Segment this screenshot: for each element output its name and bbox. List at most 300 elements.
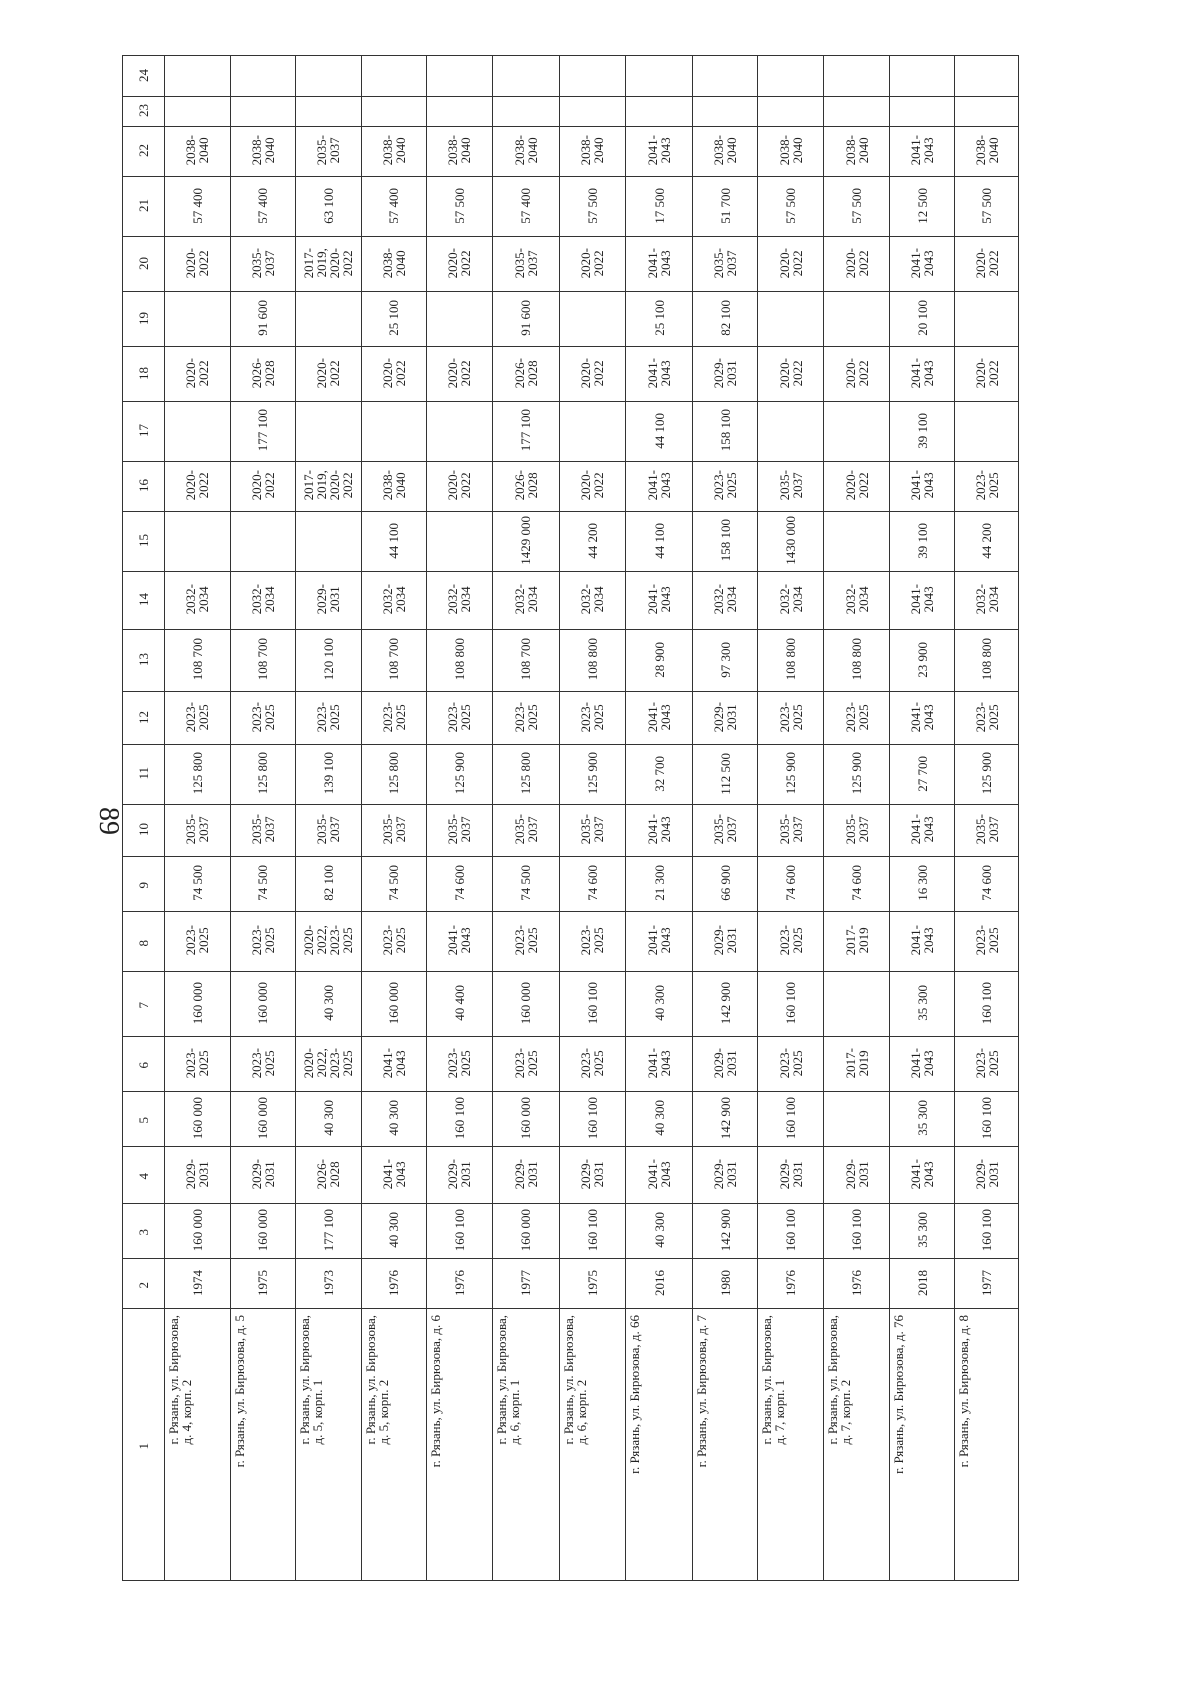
table-cell [758,402,824,462]
table-cell: 160 100 [823,1204,890,1259]
table-cell: 57 500 [758,177,824,237]
table-cell: 2020- 2022 [164,237,231,292]
table-cell: 2023- 2025 [493,1037,560,1092]
table-cell: 2029- 2031 [692,692,758,745]
table-cell: 2041- 2043 [626,1147,693,1204]
table-cell: 2020- 2022 [426,462,493,512]
table-cell: 2035- 2037 [362,805,426,857]
table-cell: 2041- 2043 [626,1037,693,1092]
table-cell: 57 400 [231,177,295,237]
table-cell: 160 000 [231,1204,295,1259]
table-cell: 2023- 2025 [362,912,426,972]
table-cell: 2029- 2031 [692,912,758,972]
table-cell: 74 600 [954,857,1018,912]
table-cell: 74 600 [758,857,824,912]
table-cell: 2038- 2040 [692,127,758,177]
table-cell: 1977 [493,1259,560,1309]
table-cell [426,97,493,127]
table-cell: 2029- 2031 [692,1037,758,1092]
table-cell: 160 000 [164,1092,231,1147]
table-cell: 2041- 2043 [890,1147,954,1204]
table-cell: 158 100 [692,512,758,572]
table-cell: 125 800 [362,745,426,805]
table-cell: 2032- 2034 [493,572,560,630]
table-cell: 2023- 2025 [362,692,426,745]
table-cell [559,292,626,347]
table-cell: 2035- 2037 [231,237,295,292]
column-header: 14 [123,572,165,630]
table-cell: 40 300 [295,972,362,1037]
table-cell: 2023- 2025 [954,692,1018,745]
column-header: 17 [123,402,165,462]
table-cell: 2023- 2025 [954,462,1018,512]
table-cell: 2023- 2025 [164,912,231,972]
column-header: 19 [123,292,165,347]
table-cell: 160 100 [559,1092,626,1147]
table-cell: 39 100 [890,512,954,572]
table-cell [164,402,231,462]
table-cell: 2017- 2019 [823,912,890,972]
table-cell: 28 900 [626,630,693,692]
table-cell: 2041- 2043 [426,912,493,972]
table-cell [426,512,493,572]
table-cell: 74 600 [823,857,890,912]
column-header: 9 [123,857,165,912]
table-row [123,630,1087,692]
table-cell: 2041- 2043 [362,1147,426,1204]
table-row [123,1092,1087,1147]
table-cell: 2020- 2022 [954,347,1018,402]
table-cell [626,97,693,127]
table-cell: 2032- 2034 [758,572,824,630]
table-row [123,462,1087,512]
table-cell: 2023- 2025 [295,692,362,745]
table-cell: 2023- 2025 [493,692,560,745]
table-cell: 2020- 2022 [559,347,626,402]
table-cell: 2023- 2025 [692,462,758,512]
address-cell: г. Рязань, ул. Бирюзова, д. 66 [626,1309,693,1581]
table-row [123,56,1087,97]
table-cell: 1975 [559,1259,626,1309]
table-cell: 35 300 [890,1204,954,1259]
table-row [123,857,1087,912]
table-cell: 2020- 2022 [823,347,890,402]
table-cell: 2029- 2031 [231,1147,295,1204]
table-cell: 142 900 [692,972,758,1037]
table-cell [559,56,626,97]
table-cell [890,97,954,127]
address-cell: г. Рязань, ул. Бирюзова, д. 7, корп. 1 [758,1309,824,1581]
table-cell: 108 800 [426,630,493,692]
table-row [123,1259,1087,1309]
column-header: 24 [123,56,165,97]
table-cell: 112 500 [692,745,758,805]
table-cell [823,1092,890,1147]
table-row [123,912,1087,972]
table-cell: 40 300 [295,1092,362,1147]
table-cell: 2032- 2034 [559,572,626,630]
table-cell: 91 600 [493,292,560,347]
column-header: 10 [123,805,165,857]
table-cell: 120 100 [295,630,362,692]
table-row [123,97,1087,127]
table-cell: 2032- 2034 [426,572,493,630]
column-header: 12 [123,692,165,745]
table-cell: 51 700 [692,177,758,237]
table-cell [362,97,426,127]
table-cell: 2023- 2025 [758,1037,824,1092]
table-cell: 2041- 2043 [890,805,954,857]
column-header: 22 [123,127,165,177]
table-cell: 160 100 [559,1204,626,1259]
table-cell [758,56,824,97]
table-cell: 2035- 2037 [692,805,758,857]
table-cell: 160 000 [164,972,231,1037]
column-header: 15 [123,512,165,572]
column-header: 11 [123,745,165,805]
table-cell [426,402,493,462]
table-cell: 160 100 [426,1092,493,1147]
table-cell: 40 300 [626,972,693,1037]
table-cell: 139 100 [295,745,362,805]
table-cell: 2032- 2034 [823,572,890,630]
table-cell: 35 300 [890,972,954,1037]
table-cell: 40 300 [626,1204,693,1259]
table-cell: 2026- 2028 [493,347,560,402]
table-cell: 2038- 2040 [362,462,426,512]
table-cell [954,56,1018,97]
table-cell: 2041- 2043 [890,572,954,630]
table-cell: 40 300 [362,1092,426,1147]
column-header: 23 [123,97,165,127]
table-cell [758,97,824,127]
table-cell [231,97,295,127]
table-cell: 142 900 [692,1204,758,1259]
column-header: 20 [123,237,165,292]
table-cell: 2038- 2040 [823,127,890,177]
table-cell: 74 500 [231,857,295,912]
table-cell: 177 100 [231,402,295,462]
table-cell: 2020- 2022, 2023- 2025 [295,1037,362,1092]
address-cell: г. Рязань, ул. Бирюзова, д. 6, корп. 1 [493,1309,560,1581]
column-header: 21 [123,177,165,237]
table-cell: 2032- 2034 [164,572,231,630]
table-cell: 39 100 [890,402,954,462]
table-cell: 1980 [692,1259,758,1309]
table-cell: 1976 [362,1259,426,1309]
table-cell: 2023- 2025 [231,692,295,745]
column-header: 3 [123,1204,165,1259]
table-cell: 160 100 [758,1092,824,1147]
column-header: 2 [123,1259,165,1309]
table-cell: 2035- 2037 [164,805,231,857]
table-cell: 1974 [164,1259,231,1309]
table-cell: 160 000 [493,1204,560,1259]
table-cell [295,292,362,347]
table-cell: 27 700 [890,745,954,805]
table-cell: 108 700 [231,630,295,692]
table-cell [295,56,362,97]
table-row [123,805,1087,857]
column-header: 7 [123,972,165,1037]
table-cell: 2032- 2034 [362,572,426,630]
table-cell: 2038- 2040 [559,127,626,177]
table-cell: 158 100 [692,402,758,462]
table-cell: 108 700 [164,630,231,692]
table-cell [295,402,362,462]
table-cell: 2029- 2031 [954,1147,1018,1204]
table-cell: 57 500 [823,177,890,237]
table-cell: 2035- 2037 [426,805,493,857]
table-cell: 2023- 2025 [164,1037,231,1092]
table-cell: 2023- 2025 [559,1037,626,1092]
table-cell: 82 100 [692,292,758,347]
table-row [123,745,1087,805]
table-cell: 160 100 [758,1204,824,1259]
table-cell: 91 600 [231,292,295,347]
table-cell [954,97,1018,127]
table-cell: 2035- 2037 [823,805,890,857]
table-row [123,1147,1087,1204]
table-cell: 2041- 2043 [890,692,954,745]
table-cell: 125 900 [954,745,1018,805]
table-cell [823,292,890,347]
table-cell [823,56,890,97]
table-cell: 2035- 2037 [231,805,295,857]
table-cell: 2020- 2022, 2023- 2025 [295,912,362,972]
table-cell [362,402,426,462]
table-cell: 2029- 2031 [823,1147,890,1204]
table-cell: 160 000 [164,1204,231,1259]
table-cell: 2023- 2025 [823,692,890,745]
table-cell: 2023- 2025 [231,1037,295,1092]
table-cell: 2023- 2025 [559,692,626,745]
table-cell: 2020- 2022 [823,237,890,292]
table-cell: 66 900 [692,857,758,912]
column-header: 1 [123,1309,165,1581]
table-cell: 2020- 2022 [758,237,824,292]
table-cell: 2023- 2025 [164,692,231,745]
table-row [123,127,1087,177]
table-cell: 1977 [954,1259,1018,1309]
table-cell [823,512,890,572]
table-cell: 160 100 [954,972,1018,1037]
table-cell: 2023- 2025 [493,912,560,972]
table-cell: 1973 [295,1259,362,1309]
table-cell: 2035- 2037 [295,805,362,857]
table-cell: 108 800 [559,630,626,692]
table-cell [692,56,758,97]
table-cell: 12 500 [890,177,954,237]
column-header: 16 [123,462,165,512]
table-cell: 35 300 [890,1092,954,1147]
table-cell: 2020- 2022 [295,347,362,402]
table-cell: 21 300 [626,857,693,912]
table-cell [493,56,560,97]
table-cell: 2038- 2040 [426,127,493,177]
table-cell: 2020- 2022 [559,462,626,512]
table-cell: 125 900 [758,745,824,805]
table-cell: 160 100 [954,1092,1018,1147]
table-cell: 177 100 [493,402,560,462]
table-cell: 2029- 2031 [559,1147,626,1204]
table-cell: 74 600 [559,857,626,912]
column-header: 13 [123,630,165,692]
table-row [123,1309,1087,1581]
table-cell: 2026- 2028 [493,462,560,512]
table-cell: 2035- 2037 [559,805,626,857]
table-cell: 2023- 2025 [559,912,626,972]
table-cell: 2029- 2031 [758,1147,824,1204]
table-cell: 74 600 [426,857,493,912]
table-cell: 2041- 2043 [890,237,954,292]
table-cell: 125 900 [426,745,493,805]
table-cell: 40 300 [362,1204,426,1259]
table-cell: 2020- 2022 [164,462,231,512]
table-cell: 108 700 [362,630,426,692]
table-cell: 2035- 2037 [758,805,824,857]
table-cell: 125 900 [559,745,626,805]
table-cell: 160 100 [954,1204,1018,1259]
table-cell: 57 400 [164,177,231,237]
table-cell: 2023- 2025 [758,912,824,972]
table-cell [758,292,824,347]
table-cell: 2029- 2031 [493,1147,560,1204]
table-cell: 57 400 [493,177,560,237]
table-cell: 2020- 2022 [823,462,890,512]
table-cell [954,402,1018,462]
page-number: 89 [93,807,124,835]
table-cell: 2020- 2022 [164,347,231,402]
table-cell: 74 500 [362,857,426,912]
table-cell: 23 900 [890,630,954,692]
table-cell: 1976 [823,1259,890,1309]
column-header: 18 [123,347,165,402]
table-cell: 25 100 [362,292,426,347]
table-cell: 2038- 2040 [954,127,1018,177]
table-cell: 160 000 [362,972,426,1037]
address-cell: г. Рязань, ул. Бирюзова, д. 6 [426,1309,493,1581]
table-cell [559,97,626,127]
table-cell: 2020- 2022 [758,347,824,402]
table-cell: 63 100 [295,177,362,237]
table-cell [164,56,231,97]
address-cell: г. Рязань, ул. Бирюзова, д. 7 [692,1309,758,1581]
table-cell [890,56,954,97]
table-cell: 2035- 2037 [692,237,758,292]
table-cell: 160 100 [758,972,824,1037]
table-cell [295,512,362,572]
table-row [123,572,1087,630]
table-cell: 2023- 2025 [954,912,1018,972]
table-cell: 2041- 2043 [890,127,954,177]
table-cell: 2029- 2031 [426,1147,493,1204]
table-cell: 2041- 2043 [626,805,693,857]
table-cell: 2023- 2025 [954,1037,1018,1092]
table-cell: 2023- 2025 [231,912,295,972]
table-cell: 74 500 [493,857,560,912]
table-cell: 2035- 2037 [493,805,560,857]
table-cell: 2038- 2040 [362,237,426,292]
table-cell [164,512,231,572]
table-cell: 160 000 [231,1092,295,1147]
table-cell [559,402,626,462]
table-cell: 2016 [626,1259,693,1309]
table-cell: 82 100 [295,857,362,912]
table-cell [626,56,693,97]
table-cell: 2029- 2031 [692,347,758,402]
table-cell: 2041- 2043 [362,1037,426,1092]
table-row [123,692,1087,745]
table-cell: 17 500 [626,177,693,237]
table-cell: 2041- 2043 [626,237,693,292]
column-header: 5 [123,1092,165,1147]
column-header: 6 [123,1037,165,1092]
table-cell: 2038- 2040 [362,127,426,177]
table-cell: 142 900 [692,1092,758,1147]
table-cell: 2035- 2037 [493,237,560,292]
table-cell: 2032- 2034 [692,572,758,630]
table-cell: 2032- 2034 [231,572,295,630]
address-cell: г. Рязань, ул. Бирюзова, д. 5, корп. 2 [362,1309,426,1581]
table-cell [362,56,426,97]
table-cell: 2035- 2037 [295,127,362,177]
table-cell: 2029- 2031 [692,1147,758,1204]
table-row [123,237,1087,292]
address-cell: г. Рязань, ул. Бирюзова, д. 7, корп. 2 [823,1309,890,1581]
table-cell [823,402,890,462]
table-cell [426,292,493,347]
table-cell [295,97,362,127]
table-cell: 25 100 [626,292,693,347]
table-cell [954,292,1018,347]
table-cell: 160 000 [493,972,560,1037]
table-cell: 2020- 2022 [954,237,1018,292]
table-cell: 57 500 [954,177,1018,237]
table-cell: 2026- 2028 [231,347,295,402]
table-cell: 2041- 2043 [890,1037,954,1092]
table-cell: 57 500 [559,177,626,237]
table-cell: 2032- 2034 [954,572,1018,630]
table-cell: 160 100 [559,972,626,1037]
table-row [123,347,1087,402]
table-cell: 2017- 2019, 2020- 2022 [295,237,362,292]
table-cell: 177 100 [295,1204,362,1259]
table-cell [692,97,758,127]
table-cell: 32 700 [626,745,693,805]
table-cell: 125 800 [164,745,231,805]
address-cell: г. Рязань, ул. Бирюзова, д. 76 [890,1309,954,1581]
table-cell: 108 800 [758,630,824,692]
table-cell: 74 500 [164,857,231,912]
table-cell [231,512,295,572]
table-cell: 2038- 2040 [493,127,560,177]
table-cell: 2018 [890,1259,954,1309]
table-cell: 2026- 2028 [295,1147,362,1204]
table-cell: 108 700 [493,630,560,692]
table-cell: 44 100 [626,512,693,572]
table-cell: 2041- 2043 [626,692,693,745]
table-cell [823,97,890,127]
address-cell: г. Рязань, ул. Бирюзова, д. 6, корп. 2 [559,1309,626,1581]
table-row [123,972,1087,1037]
data-table [122,55,1087,1581]
table-cell: 2041- 2043 [890,462,954,512]
table-cell: 2017- 2019, 2020- 2022 [295,462,362,512]
table-cell: 125 900 [823,745,890,805]
table-cell: 2035- 2037 [954,805,1018,857]
table-cell: 2035- 2037 [758,462,824,512]
